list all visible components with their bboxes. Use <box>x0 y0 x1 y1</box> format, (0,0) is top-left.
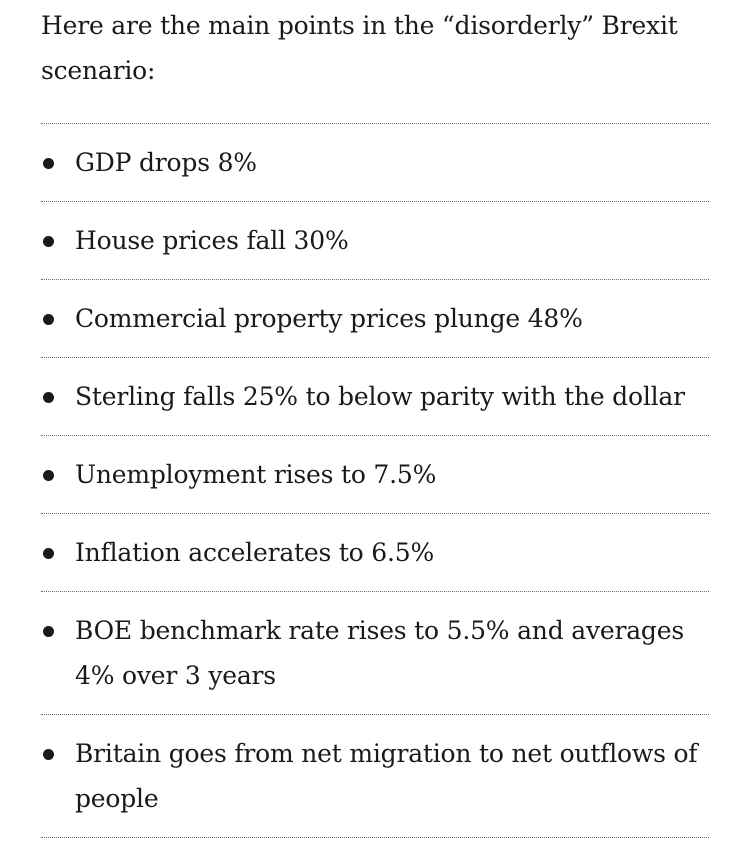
bullet-icon <box>43 392 54 403</box>
bullet-icon <box>43 470 54 481</box>
list-item-text: Sterling falls 25% to below parity with the dollar <box>75 382 685 411</box>
list-item <box>41 280 709 358</box>
bullet-icon <box>43 236 54 247</box>
bullet-icon <box>43 314 54 325</box>
bullet-icon <box>43 626 54 637</box>
bullet-list <box>41 123 709 838</box>
list-item-text: Inflation accelerates to 6.5% <box>75 538 434 567</box>
list-item-text: Britain goes from net migration to net outflows of people <box>75 739 698 813</box>
list-item-text: Commercial property prices plunge 48% <box>75 304 583 333</box>
bullet-icon <box>43 548 54 559</box>
list-item <box>41 715 709 838</box>
list-item <box>41 592 709 715</box>
bullet-icon <box>43 749 54 760</box>
article-body <box>41 0 709 838</box>
list-item <box>41 124 709 202</box>
list-item <box>41 202 709 280</box>
list-item-text: Unemployment rises to 7.5% <box>75 460 437 489</box>
intro-paragraph: Here are the main points in the “disorderly” Brexit scenario: <box>41 11 678 85</box>
bullet-icon <box>43 158 54 169</box>
list-item-text: GDP drops 8% <box>75 148 257 177</box>
list-item <box>41 514 709 592</box>
list-item <box>41 436 709 514</box>
list-item-text: BOE benchmark rate rises to 5.5% and averages 4% over 3 years <box>75 616 684 690</box>
list-item-text: House prices fall 30% <box>75 226 349 255</box>
list-item <box>41 358 709 436</box>
